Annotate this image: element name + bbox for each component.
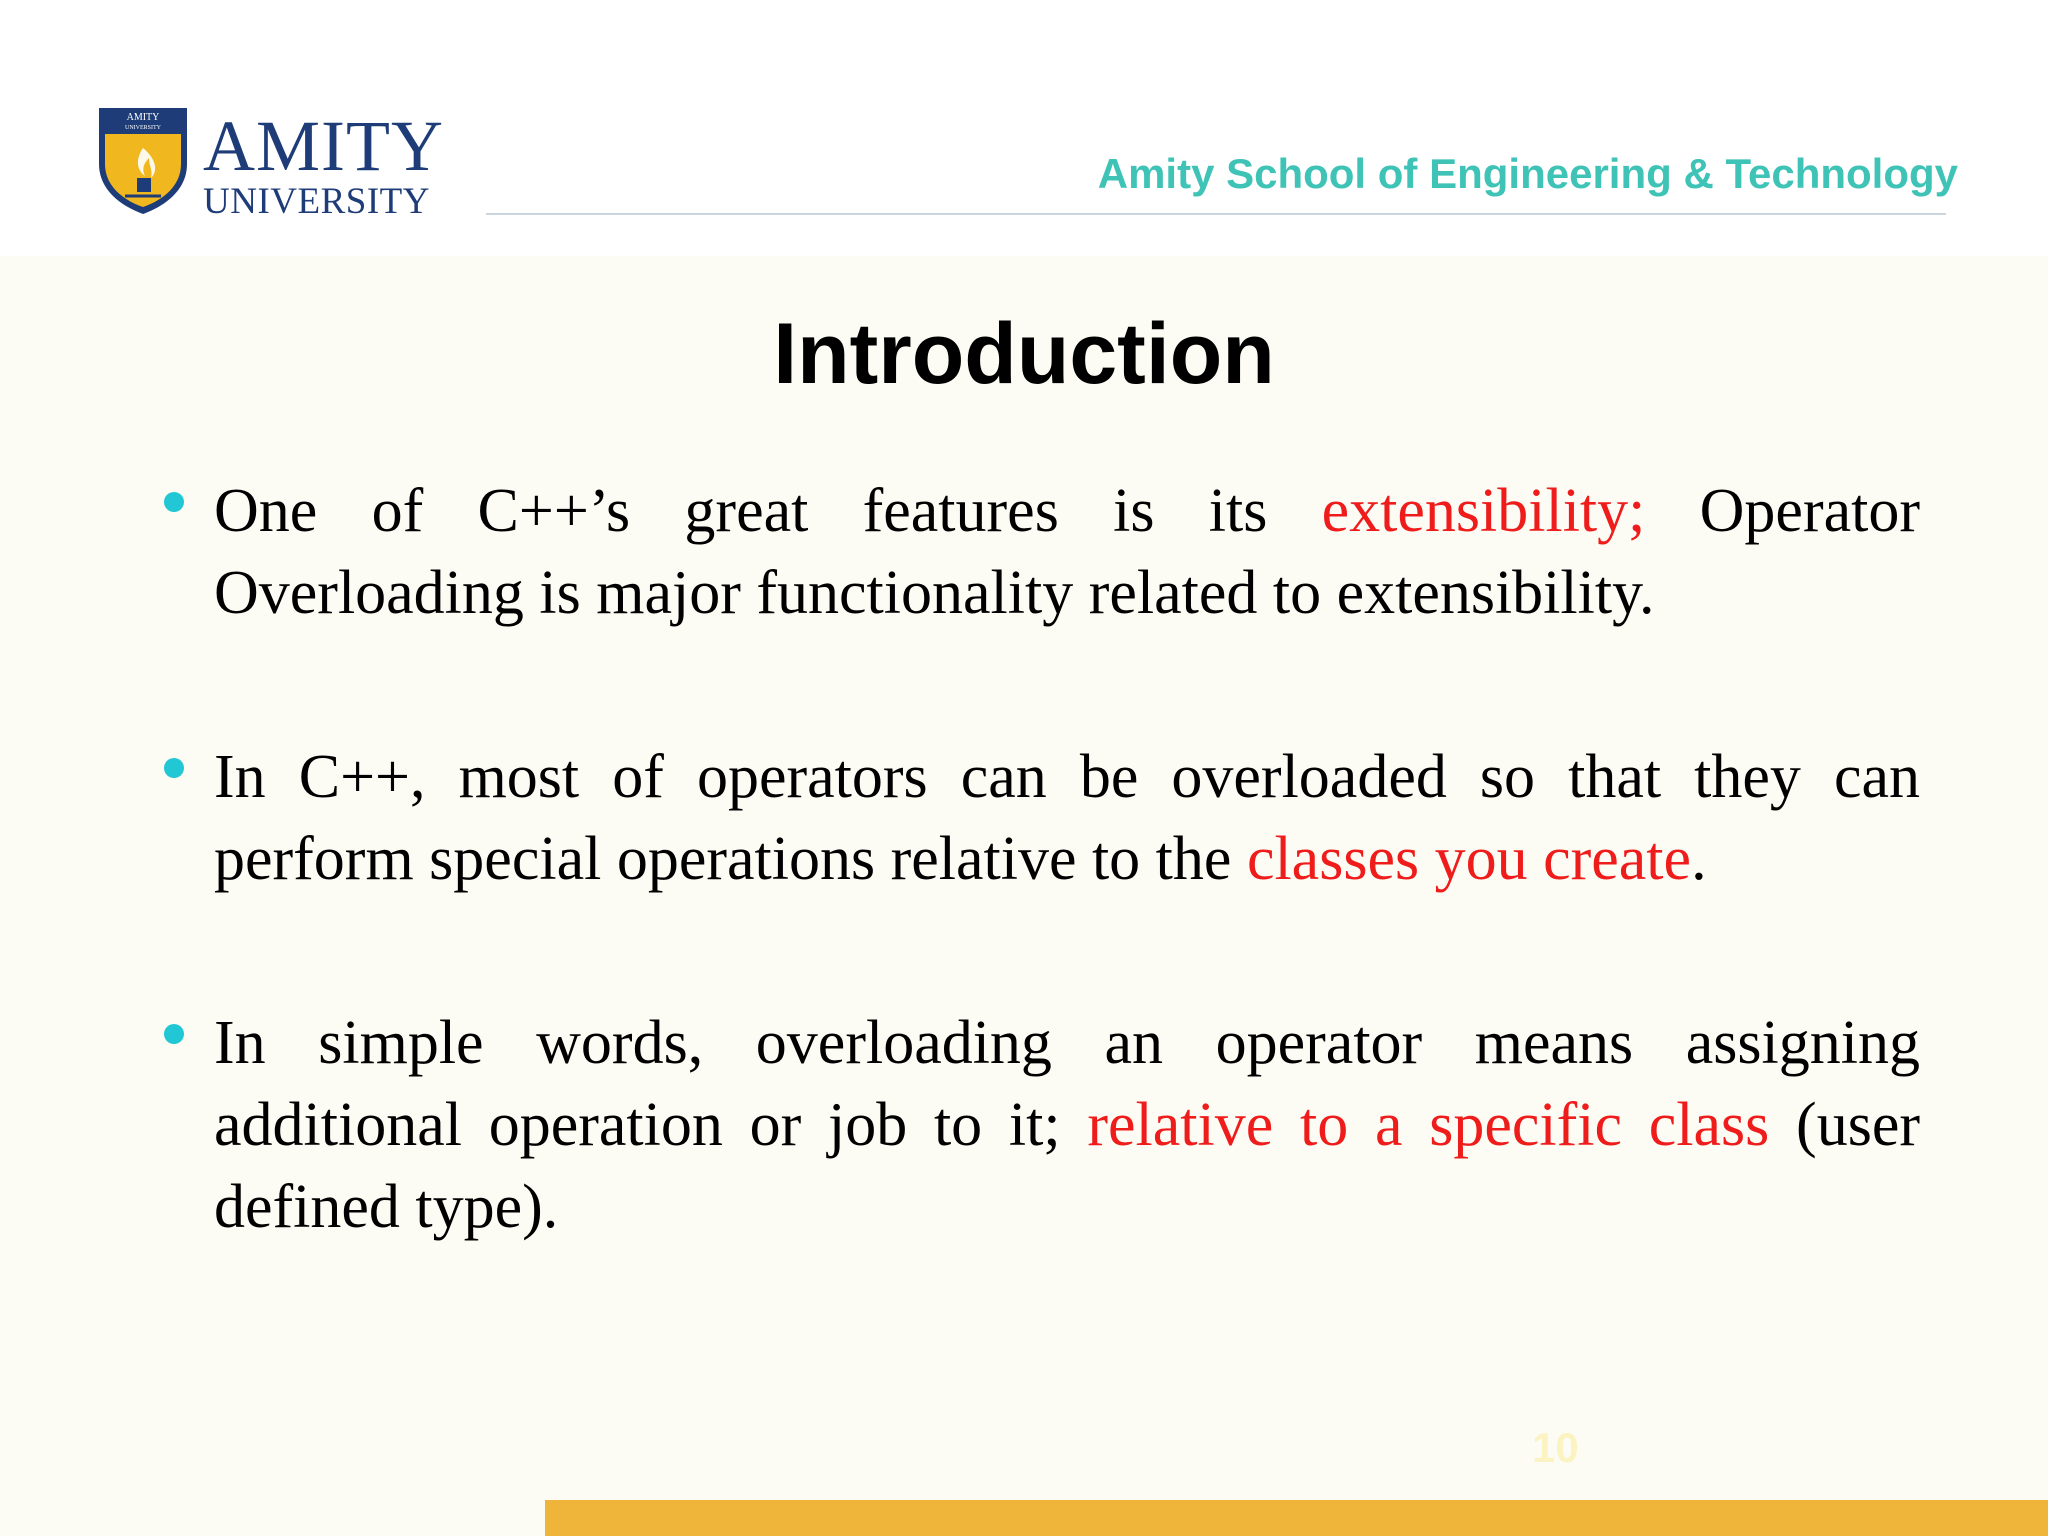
bullet-highlight: classes you create bbox=[1246, 825, 1692, 893]
logo-wordmark bbox=[203, 104, 444, 222]
bullet-dot-icon bbox=[164, 1024, 184, 1044]
bullet-text: One of C++’s great features is its bbox=[214, 477, 1322, 545]
bullet-dot-icon bbox=[164, 492, 184, 512]
bullet-item bbox=[160, 470, 1920, 634]
bullet-item bbox=[160, 1002, 1920, 1248]
bullet-dot-icon bbox=[164, 758, 184, 778]
bullet-list bbox=[160, 470, 1920, 1350]
bullet-text: (user defined type). bbox=[214, 1091, 1920, 1241]
slide-title: Introduction bbox=[773, 306, 1275, 402]
header-divider bbox=[486, 213, 1946, 215]
svg-text:AMITY: AMITY bbox=[126, 112, 160, 123]
logo-name: AMITY bbox=[203, 106, 444, 186]
logo-sub: UNIVERSITY bbox=[203, 181, 430, 222]
slide-header bbox=[0, 0, 2048, 256]
amity-shield-icon bbox=[95, 104, 191, 216]
bullet-highlight: extensibility; bbox=[1321, 477, 1646, 545]
bullet-text: In simple words, overloading an operator means assigning additional operation or job to it; bbox=[214, 1009, 1920, 1159]
footer-bar bbox=[545, 1500, 2048, 1536]
page-number: 10 bbox=[1532, 1424, 1579, 1471]
bullet-text: . bbox=[1691, 825, 1707, 893]
bullet-item bbox=[160, 736, 1920, 900]
amity-university-logo bbox=[95, 104, 455, 222]
bullet-text: In C++, most of operators can be overloaded so that they can perform special operations relative to the bbox=[214, 743, 1920, 893]
bullet-highlight: relative to a specific class bbox=[1087, 1091, 1770, 1159]
svg-text:UNIVERSITY: UNIVERSITY bbox=[125, 125, 161, 131]
school-name: Amity School of Engineering & Technology bbox=[1097, 150, 1958, 197]
bullet-text: Operator Overloading is major functionality related to extensibility. bbox=[214, 477, 1920, 627]
